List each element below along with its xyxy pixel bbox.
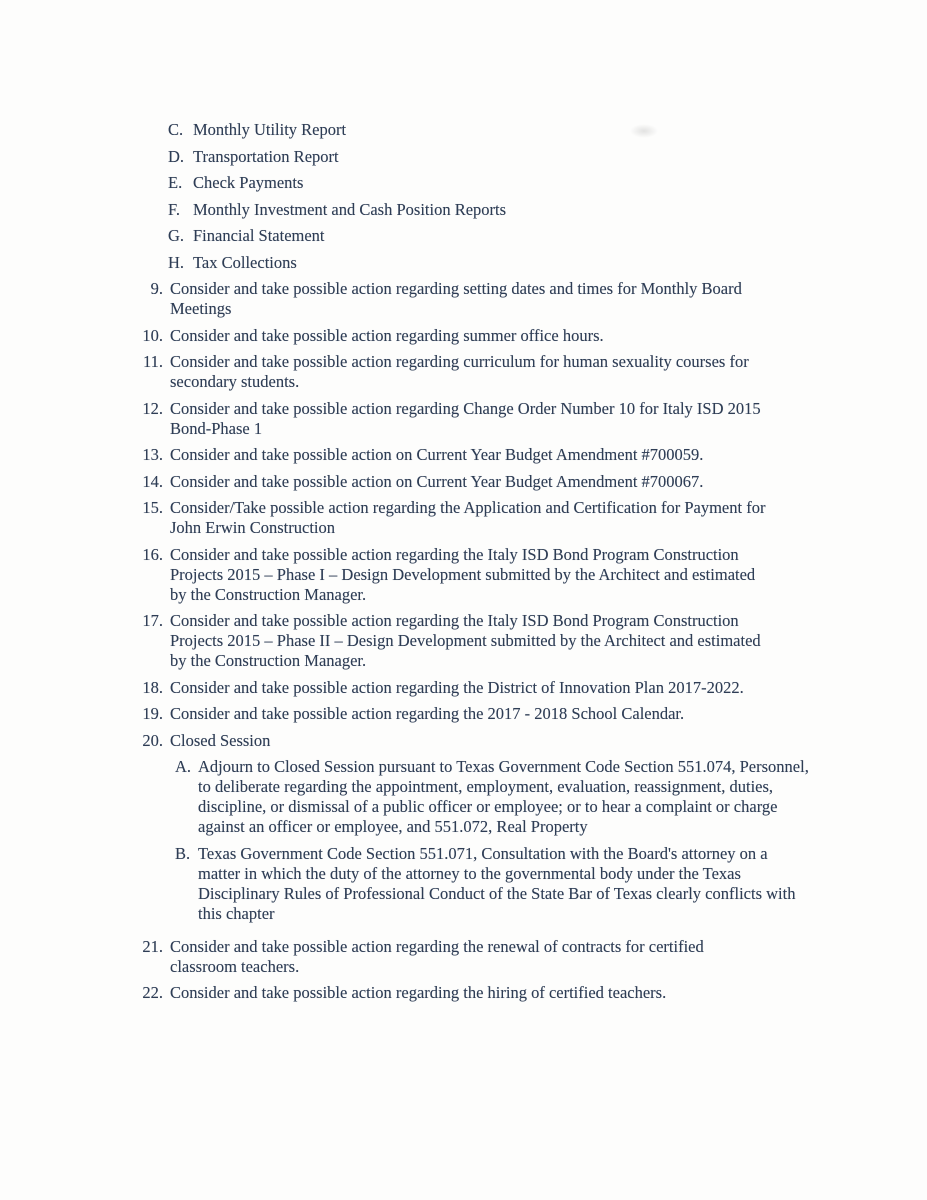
report-item-c (168, 120, 927, 140)
item-number: 14. (142, 471, 163, 491)
agenda-item-13 (0, 445, 927, 465)
item-text: Consider and take possible action regarding the hiring of certified teachers. (170, 983, 667, 1002)
agenda-item-10 (0, 326, 927, 346)
item-letter: C. (168, 120, 184, 139)
item-number: 20. (142, 730, 163, 750)
item-text: Consider and take possible action regarding setting dates and times for Monthly Board Meetings (170, 279, 742, 318)
closed-session-sublist (175, 757, 830, 924)
item-text: Consider and take possible action on Current Year Budget Amendment #700059. (170, 445, 704, 464)
agenda-item-9 (0, 279, 927, 319)
item-text: Monthly Utility Report (193, 120, 347, 139)
item-number: 9. (150, 279, 163, 298)
agenda-item-11 (0, 352, 927, 392)
item-number: 11. (142, 352, 163, 371)
item-number: 12. (142, 398, 163, 418)
item-number: 17. (142, 611, 163, 630)
item-text: Closed Session (170, 730, 271, 750)
agenda-item-16 (0, 545, 927, 605)
agenda-item-14 (0, 472, 927, 492)
item-letter: H. (168, 252, 185, 272)
item-letter: E. (168, 173, 183, 192)
item-text: Check Payments (193, 173, 304, 192)
item-text: Consider and take possible action regarding the renewal of contracts for certified classroom teachers. (170, 936, 704, 976)
agenda-item-19 (0, 704, 927, 724)
item-number: 13. (142, 445, 163, 464)
report-item-g (168, 226, 927, 246)
agenda-item-18 (0, 678, 927, 698)
agenda-item-17 (0, 611, 927, 671)
report-item-e (168, 173, 927, 193)
item-number: 16. (142, 544, 163, 564)
item-number: 18. (142, 677, 163, 697)
item-text: Consider and take possible action regarding the Italy ISD Bond Program Construction Projects 2015 – Phase II – Design Development submitted by the Architect and estimated by the Construction Manager. (170, 611, 761, 670)
item-number: 19. (142, 704, 163, 723)
item-text: Consider and take possible action regarding the Italy ISD Bond Program Construction Projects 2015 – Phase I – Design Development submitted by the Architect and estimated by the Construction Manager. (170, 544, 756, 604)
item-letter: F. (168, 199, 180, 219)
item-letter: D. (168, 146, 185, 166)
agenda-item-22 (0, 983, 927, 1003)
item-text: Transportation Report (193, 146, 339, 166)
item-text: Adjourn to Closed Session pursuant to Texas Government Code Section 551.074, Personnel, to deliberate regarding the appointment, employment, evaluation, reassignment, duties, discipline, or dismissal of a public officer or employee; or to hear a complaint or charge against an officer or employee, and 551.072, Real Property (198, 757, 809, 836)
item-text: Consider/Take possible action regarding the Application and Certification for Payment for John Erwin Construction (170, 498, 766, 537)
agenda-item-21 (0, 937, 927, 977)
agenda-item-15 (0, 498, 927, 538)
item-number: 21. (142, 936, 163, 956)
item-text: Financial Statement (193, 226, 325, 245)
item-number: 15. (142, 498, 163, 517)
item-text: Consider and take possible action regarding the District of Innovation Plan 2017-2022. (170, 677, 744, 697)
agenda-numbered-list (0, 279, 927, 1003)
item-body (170, 731, 830, 931)
report-sublist (0, 120, 927, 273)
report-item-h (168, 253, 927, 273)
closed-session-item-a (175, 757, 830, 837)
item-number: 22. (142, 983, 163, 1002)
item-letter: A. (175, 757, 192, 776)
item-text: Consider and take possible action regarding Change Order Number 10 for Italy ISD 2015 Bond-Phase 1 (170, 398, 761, 438)
item-text: Consider and take possible action regarding the 2017 - 2018 School Calendar. (170, 704, 685, 723)
item-letter: B. (175, 843, 191, 863)
item-text: Consider and take possible action regarding summer office hours. (170, 325, 604, 345)
item-text: Consider and take possible action regarding curriculum for human sexuality courses for secondary students. (170, 352, 749, 391)
report-item-f (168, 200, 927, 220)
item-number: 10. (142, 325, 163, 345)
agenda-item-20 (0, 731, 927, 931)
agenda-item-12 (0, 399, 927, 439)
closed-session-item-b (175, 844, 830, 924)
item-text: Tax Collections (193, 252, 297, 272)
item-text: Texas Government Code Section 551.071, Consultation with the Board's attorney on a matter in which the duty of the attorney to the governmental body under the Texas Disciplinary Rules of Professional Conduct of the State Bar of Texas clearly conflicts with this chapter (198, 843, 796, 923)
item-letter: G. (168, 226, 185, 245)
report-item-d (168, 147, 927, 167)
item-text: Monthly Investment and Cash Position Reports (193, 199, 507, 219)
item-text: Consider and take possible action on Current Year Budget Amendment #700067. (170, 471, 704, 491)
